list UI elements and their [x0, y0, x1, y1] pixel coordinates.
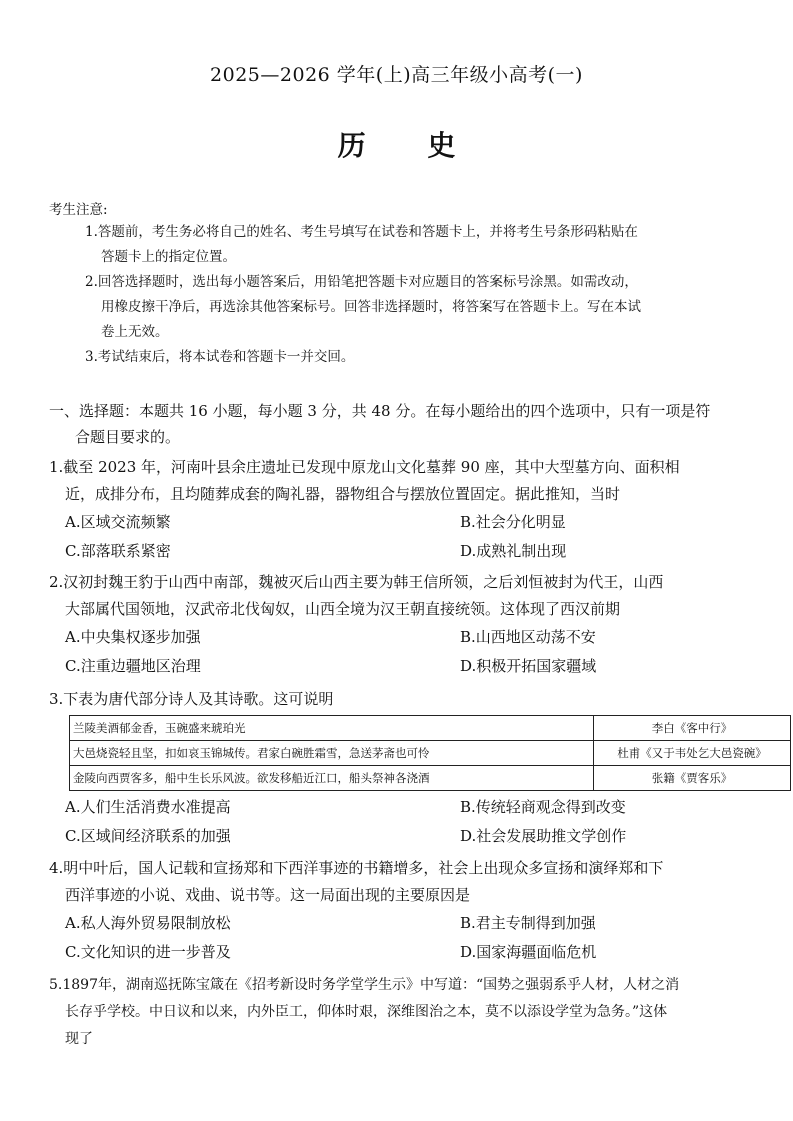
question-stem: 1.截至 2023 年，河南叶县余庄遗址已发现中原龙山文化墓葬 90 座，其中大型墓方向、面积相 — [49, 458, 680, 476]
section-instruction-cont: 合题目要求的。 — [75, 428, 181, 446]
option-c[interactable]: C.注重边疆地区治理 — [65, 656, 201, 675]
option-d[interactable]: D.成熟礼制出现 — [460, 541, 567, 560]
author-cell: 张籍《贾客乐》 — [594, 766, 791, 791]
option-a[interactable]: A.区域交流频繁 — [65, 513, 171, 531]
question-stem-cont: 现了 — [65, 1031, 93, 1047]
option-d[interactable]: D.积极开拓国家疆域 — [460, 656, 597, 675]
option-b[interactable]: B.君主专制得到加强 — [460, 914, 596, 932]
poem-table — [69, 715, 791, 791]
author-cell: 李白《客中行》 — [594, 716, 791, 741]
question-stem: 4.明中叶后，国人记载和宣扬郑和下西洋事迹的书籍增多，社会上出现众多宣扬和演绎郑和下 — [49, 859, 664, 877]
option-d[interactable]: D.社会发展助推文学创作 — [460, 826, 627, 845]
option-c[interactable]: C.文化知识的进一步普及 — [65, 942, 231, 961]
table-row — [70, 766, 791, 791]
subject-title: 历 史 — [337, 129, 482, 162]
question-stem-cont: 长存乎学校。中日议和以来，内外臣工，仰体时艰，深维图治之本，莫不以添设学堂为急务。”这体 — [65, 1004, 668, 1020]
question-3 — [49, 686, 767, 850]
question-stem: 5.1897年，湖南巡抚陈宝箴在《招考新设时务学堂学生示》中写道：“国势之强弱系乎人材，人材之消 — [49, 977, 680, 993]
poem-cell: 兰陵美酒郁金香，玉碗盛来琥珀光 — [70, 716, 594, 741]
notice-line: 答题卡上的指定位置。 — [101, 249, 236, 265]
author-cell: 杜甫《又于韦处乞大邑瓷碗》 — [594, 741, 791, 766]
option-a[interactable]: A.人们生活消费水准提高 — [65, 798, 231, 816]
option-c[interactable]: C.区域间经济联系的加强 — [65, 826, 231, 845]
option-a[interactable]: A.中央集权逐步加强 — [65, 628, 201, 646]
section-header — [49, 398, 749, 450]
option-b[interactable]: B.传统轻商观念得到改变 — [460, 798, 626, 816]
option-b[interactable]: B.山西地区动荡不安 — [460, 628, 596, 646]
poem-cell: 金陵向西贾客多，船中生长乐风波。欲发移船近江口，船头祭神各浇酒 — [70, 766, 594, 791]
question-stem-cont: 近，成排分布，且均随葬成套的陶礼器，器物组合与摆放位置固定。据此推知，当时 — [65, 485, 621, 503]
exam-title: 2025—2026 学年(上)高三年级小高考(一) — [210, 64, 583, 86]
section-instruction: 一、选择题：本题共 16 小题，每小题 3 分，共 48 分。在每小题给出的四个选项中，只有一项是符 — [49, 402, 711, 420]
question-stem-cont: 大部属代国领地，汉武帝北伐匈奴，山西全境为汉王朝直接统领。这体现了西汉前期 — [65, 600, 621, 618]
option-d[interactable]: D.国家海疆面临危机 — [460, 942, 597, 961]
question-4 — [49, 855, 749, 966]
poem-cell: 大邑烧瓷轻且坚，扣如哀玉锦城传。君家白碗胜霜雪，急送茅斋也可怜 — [70, 741, 594, 766]
notice-line: 卷上无效。 — [101, 324, 169, 340]
question-2 — [49, 569, 749, 680]
option-c[interactable]: C.部落联系紧密 — [65, 541, 171, 560]
notice-line: 1.答题前，考生务必将自己的姓名、考生号填写在试卷和答题卡上，并将考生号条形码粘贴在 — [85, 224, 638, 240]
question-stem: 3.下表为唐代部分诗人及其诗歌。这可说明 — [49, 690, 334, 708]
option-a[interactable]: A.私人海外贸易限制放松 — [65, 914, 231, 932]
notice-line: 2.回答选择题时，选出每小题答案后，用铅笔把答题卡对应题目的答案标号涂黑。如需改动， — [85, 274, 638, 290]
notice-block — [49, 198, 749, 370]
table-row — [70, 741, 791, 766]
question-stem: 2.汉初封魏王豹于山西中南部，魏被灭后山西主要为韩王信所领，之后刘恒被封为代王，山西 — [49, 573, 664, 591]
notice-line: 3.考试结束后，将本试卷和答题卡一并交回。 — [85, 349, 355, 365]
question-5 — [49, 972, 749, 1053]
question-stem-cont: 西洋事迹的小说、戏曲、说书等。这一局面出现的主要原因是 — [65, 886, 471, 904]
notice-title: 考生注意: — [49, 202, 108, 218]
question-1 — [49, 454, 749, 565]
option-b[interactable]: B.社会分化明显 — [460, 513, 566, 531]
table-row — [70, 716, 791, 741]
notice-line: 用橡皮擦干净后，再选涂其他答案标号。回答非选择题时，将答案写在答题卡上。写在本试 — [101, 299, 641, 315]
